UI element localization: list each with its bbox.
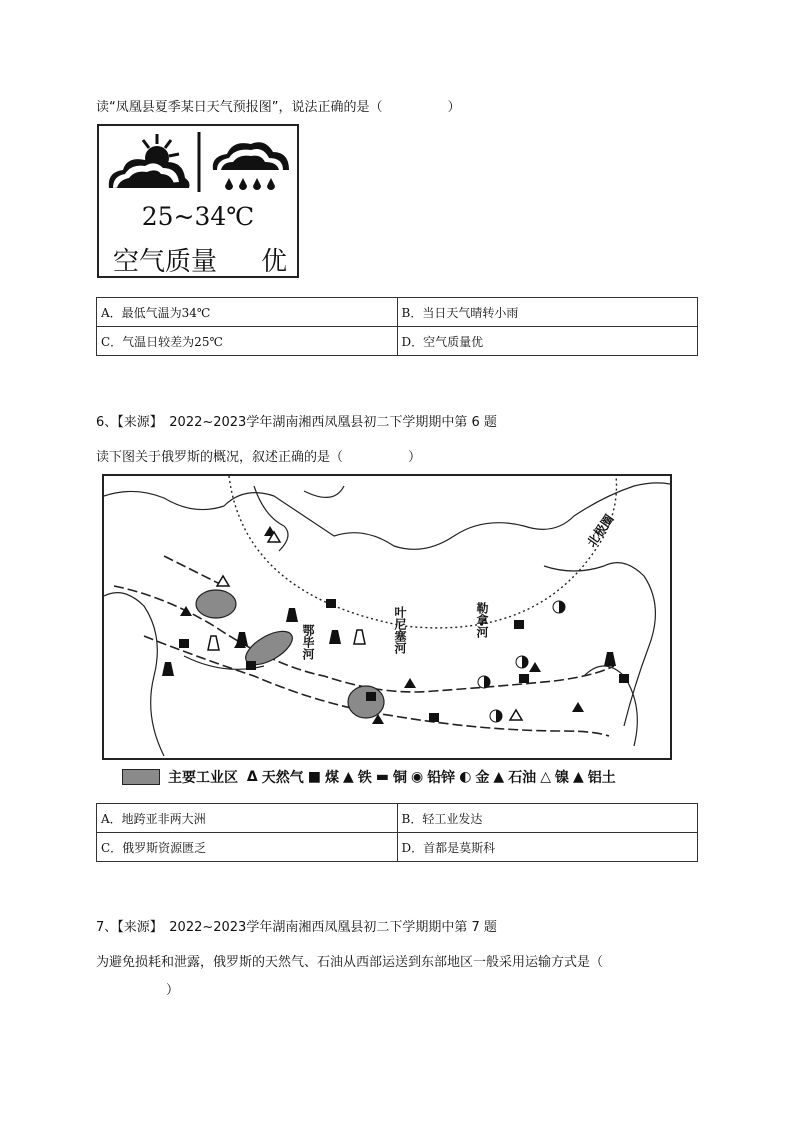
q6-option-a[interactable]: A．地跨亚非两大洲 [97,804,398,833]
river-lena: 勒拿河 [475,602,489,638]
q5-option-d[interactable]: D．空气质量优 [397,327,698,356]
industrial-zone-swatch [122,769,160,785]
legend-nickel: 镍 [554,770,569,786]
q7-stem: 为避免损耗和泄露，俄罗斯的天然气、石油从西部运送到东部地区一般采用运输方式是（ [96,955,604,970]
q6-stem: 读下图关于俄罗斯的概况，叙述正确的是（ ） [96,450,422,465]
legend-oil: 石油 [508,770,537,786]
q6-option-b[interactable]: B．轻工业发达 [397,804,698,833]
legend-bauxite: 铝土 [587,770,616,786]
temperature-range: 25~34℃ [141,202,255,231]
q6-source: 6、【来源】 2022~2023学年湖南湘西凤凰县初二下学期期中第 6 题 [96,415,497,430]
legend-gold: 金 [475,770,490,786]
q5-stem: 读“凤凰县夏季某日天气预报图”，说法正确的是（ ） [96,100,461,115]
weather-forecast-card [97,124,299,278]
rain-cloud-icon [213,142,289,190]
river-ob: 鄂毕河 [301,624,315,660]
q6-option-c[interactable]: C．俄罗斯资源匮乏 [97,833,398,862]
q5-options [96,297,698,356]
air-quality-label: 空气质量 [113,247,218,277]
river-yenisei: 叶尼塞河 [393,606,407,654]
q5-option-b[interactable]: B．当日天气晴转小雨 [397,298,698,327]
legend-iron: 铁 [357,770,372,786]
legend-industrial: 主要工业区 [168,770,238,786]
legend-coal: 煤 [324,770,339,786]
q5-option-a[interactable]: A．最低气温为34℃ [97,298,398,327]
legend-lead-zinc: 铅锌 [427,770,456,786]
russia-resource-map [102,474,672,760]
arctic-circle-label: 北极圈 [584,512,617,550]
legend-copper: 铜 [392,770,407,786]
q5-option-c[interactable]: C．气温日较差为25℃ [97,327,398,356]
sun-cloud-icon [109,134,190,188]
legend-gas: 天然气 [261,770,304,786]
map-legend: 主要工业区 Δ 天然气 ■ 煤 ▲ 铁 ▬ 铜 ◉ 铅锌 ◐ 金 ▲ 石油 △ 镍 ▲ 铝土 [122,766,620,788]
q7-source: 7、【来源】 2022~2023学年湖南湘西凤凰县初二下学期期中第 7 题 [96,920,497,935]
air-quality-value: 优 [260,247,287,277]
q6-option-d[interactable]: D．首都是莫斯科 [397,833,698,862]
q6-options [96,803,698,862]
q7-stem-end: ） [166,983,180,998]
